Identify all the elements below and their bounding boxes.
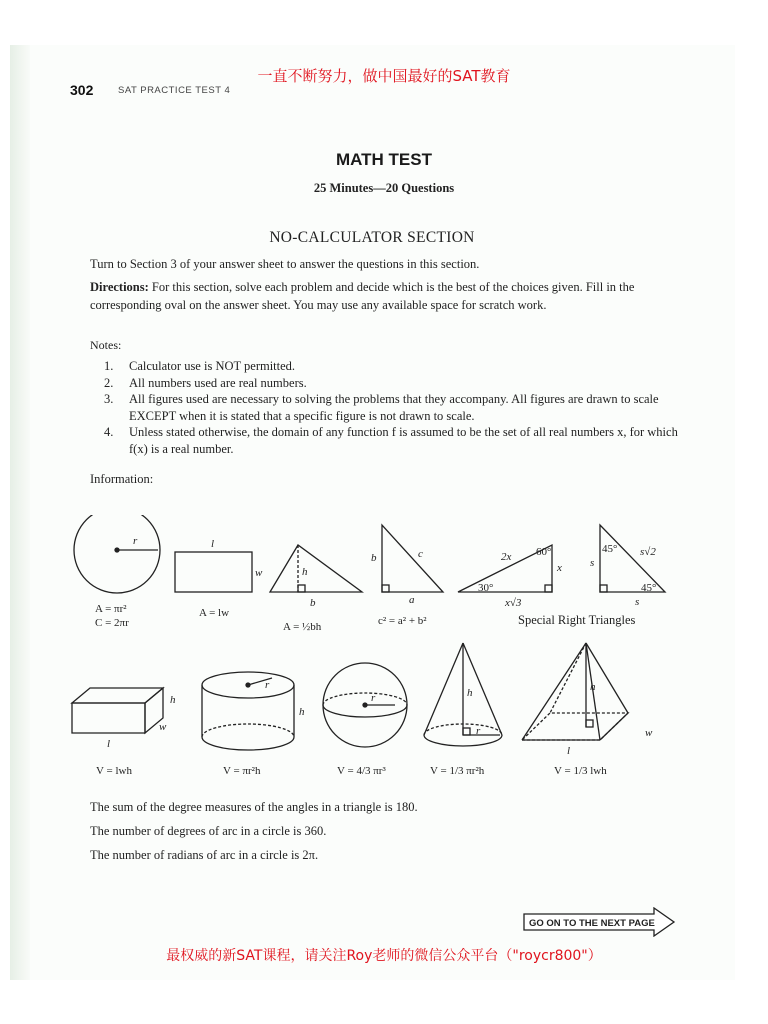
label-45-degrees-bottom: 45° [641, 582, 657, 594]
fact-triangle-angles: The sum of the degree measures of the angles in a triangle is 180. [90, 800, 418, 814]
running-head: SAT PRACTICE TEST 4 [118, 85, 231, 96]
note-text: All figures used are necessary to solving the problems that they accompany. All figures are drawn to scale EXCEPT when it is stated that a specific figure is not drawn to scale. [129, 392, 659, 423]
label-r: r [476, 725, 481, 737]
directions-paragraph [90, 278, 680, 314]
list-item [104, 375, 679, 392]
label-h: h [302, 566, 308, 578]
formula-cylinder-volume: V = πr²h [223, 765, 261, 777]
label-l: l [211, 538, 215, 550]
label-30-degrees: 30° [478, 582, 494, 594]
notes-list [104, 358, 679, 457]
label-h: h [299, 706, 305, 718]
label-s-root-2: s√2 [640, 546, 656, 558]
label-l: l [107, 738, 111, 750]
cone-figure [424, 643, 502, 777]
page-title: MATH TEST [335, 150, 432, 169]
label-2x: 2x [501, 551, 512, 563]
directions-label: Directions: [90, 280, 149, 294]
page-number: 302 [70, 82, 94, 98]
list-item [104, 424, 679, 457]
label-s-side: s [590, 557, 595, 569]
formula-triangle-area: A = ½bh [283, 621, 322, 633]
pyramid-figure [522, 643, 653, 777]
note-text: All numbers used are real numbers. [129, 375, 307, 390]
label-x-root-3: x√3 [505, 597, 522, 609]
notes-label: Notes: [90, 338, 122, 352]
circle-figure [74, 515, 160, 629]
label-c: c [418, 548, 423, 560]
right-triangle-figure [371, 525, 443, 627]
label-w: w [255, 567, 263, 579]
section-heading: NO-CALCULATOR SECTION [269, 229, 475, 246]
directions-text: For this section, solve each problem and decide which is the best of the choices given. Fill in the corresponding oval on the answer sheet. You may use any available space for scratch work. [90, 280, 635, 312]
label-w: w [645, 727, 653, 739]
label-b: b [310, 597, 316, 609]
triangle-30-60-90-figure [458, 545, 562, 609]
note-number: 3. [104, 392, 114, 406]
label-s-base: s [635, 596, 640, 608]
cylinder-figure [202, 672, 305, 777]
instructions-paragraph: Turn to Section 3 of your answer sheet to answer the questions in this section. [90, 257, 480, 271]
label-h: h [590, 681, 596, 693]
label-h: h [170, 694, 176, 706]
triangle-figure [270, 545, 362, 633]
sphere-figure [323, 663, 407, 777]
label-45-degrees-top: 45° [602, 543, 618, 555]
label-b: b [371, 552, 377, 564]
list-item [104, 391, 679, 424]
box-figure [72, 688, 176, 777]
note-number: 4. [104, 425, 114, 439]
note-text: Unless stated otherwise, the domain of any function f is assumed to be the set of all real numbers x, for which f(x) is a real number. [129, 425, 678, 456]
note-number: 2. [104, 375, 114, 390]
list-item [104, 358, 679, 375]
watermark-bottom: 最权威的新SAT课程，请关注Roy老师的微信公众平台（"roycr800"） [166, 948, 602, 964]
label-l: l [567, 745, 571, 757]
next-page-indicator [522, 907, 678, 937]
formula-circle-area: A = πr² [95, 603, 127, 615]
rectangle-figure [175, 538, 263, 619]
next-page-label: GO ON TO THE NEXT PAGE [529, 918, 655, 929]
information-label: Information: [90, 472, 154, 486]
label-r: r [371, 692, 376, 704]
formula-cone-volume: V = 1/3 πr²h [430, 765, 485, 777]
note-number: 1. [104, 359, 114, 373]
formula-pyramid-volume: V = 1/3 lwh [554, 765, 607, 777]
formula-rectangle-area: A = lw [199, 607, 230, 619]
label-r: r [133, 535, 138, 547]
label-r: r [265, 679, 270, 691]
label-a: a [409, 594, 415, 606]
formula-sphere-volume: V = 4/3 πr³ [337, 765, 386, 777]
formula-circle-circumference: C = 2πr [95, 617, 129, 629]
formula-pythagorean: c² = a² + b² [378, 615, 427, 627]
label-w: w [159, 721, 167, 733]
fact-circle-radians: The number of radians of arc in a circle is 2π. [90, 848, 319, 862]
note-text: Calculator use is NOT permitted. [129, 359, 296, 373]
fact-circle-degrees: The number of degrees of arc in a circle is 360. [90, 824, 327, 838]
page-subtitle: 25 Minutes—20 Questions [313, 181, 455, 195]
formula-box-volume: V = lwh [96, 765, 132, 777]
label-h: h [467, 687, 473, 699]
reference-figures [60, 515, 700, 785]
watermark-top: 一直不断努力，做中国最好的SAT教育 [257, 67, 511, 85]
label-x: x [557, 562, 562, 574]
triangle-45-45-90-figure [590, 525, 665, 608]
label-60-degrees: 60° [536, 546, 552, 558]
special-right-triangles-label: Special Right Triangles [518, 613, 636, 627]
